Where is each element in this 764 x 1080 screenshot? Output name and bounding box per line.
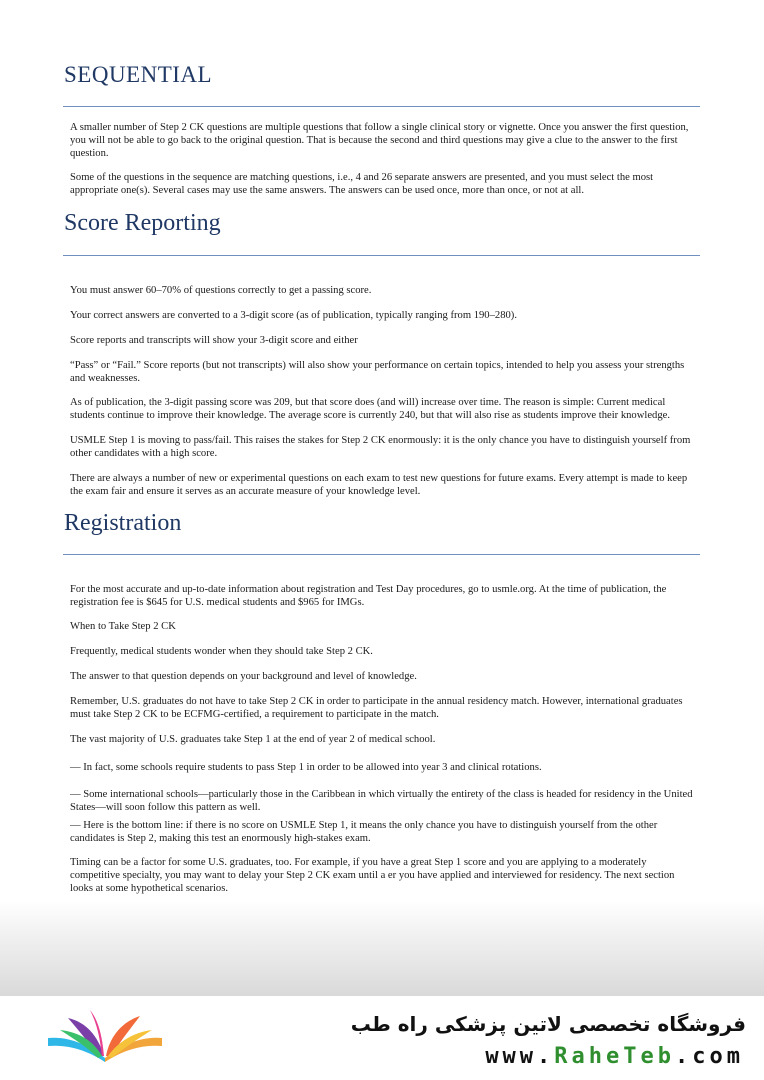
bullet-item: — Here is the bottom line: if there is no score on USMLE Step 1, it means the only chance you have to distinguish yourself from the other candidates is Step 2, making this test an enormously high-stakes exam. — [70, 820, 658, 844]
paragraph: For the most accurate and up-to-date information about registration and Test Day procedures, go to usmle.org. At the time of publication, the registration fee is $645 for U.S. medical students and $965 for IMGs. — [70, 584, 667, 608]
shop-url — [485, 1044, 744, 1069]
paragraph: A smaller number of Step 2 CK questions are multiple questions that follow a single clinical story or vignette. Once you answer the first question, you will not be able to go back to the original question. That is because the second and third questions may give a clue to the answer to the first question. — [70, 122, 689, 159]
paragraph: Score reports and transcripts will show your 3-digit score and either — [70, 335, 358, 346]
bullet-item: — In fact, some schools require students to pass Step 1 in order to be allowed into year 3 and clinical rotations. — [70, 762, 542, 773]
shop-name: فروشگاه تخصصی لاتین پزشکی راه طب — [350, 1012, 746, 1036]
url-suffix: .com — [675, 1044, 744, 1069]
section-divider — [63, 106, 700, 107]
section-heading-sequential: SEQUENTIAL — [64, 62, 213, 87]
paragraph: As of publication, the 3-digit passing score was 209, but that score does (and will) increase over time. The reason is simple: Current medical students continue to improve their knowledge. The average score is currently 240, but that will also rise as students improve their knowledge. — [70, 397, 670, 421]
paragraph: Some of the questions in the sequence are matching questions, i.e., 4 and 26 separate answers are presented, and you must select the most appropriate one(s). Several cases may use the same answers. The answers can be used once, more than once, or not at all. — [70, 172, 654, 196]
page-bottom-shadow — [0, 900, 764, 996]
url-prefix: www. — [485, 1044, 555, 1069]
bullet-item: — Some international schools—particularly those in the Caribbean in which virtually the entirety of the class is headed for residency in the United States—will soon follow this pattern as well. — [70, 789, 693, 813]
paragraph: You must answer 60–70% of questions correctly to get a passing score. — [70, 285, 372, 296]
url-brand: RaheTeb — [554, 1044, 676, 1069]
paragraph: The vast majority of U.S. graduates take Step 1 at the end of year 2 of medical school. — [70, 734, 436, 745]
paragraph: Frequently, medical students wonder when they should take Step 2 CK. — [70, 646, 373, 657]
paragraph: Timing can be a factor for some U.S. graduates, too. For example, if you have a great Step 1 score and you are applying to a moderately competitive specialty, you may want to delay your Step 2 CK exam until a er you have applied and interviewed for residency. The next section looks at some hypothetical scenarios. — [70, 857, 675, 894]
paragraph: Remember, U.S. graduates do not have to take Step 2 CK in order to participate in the annual residency match. However, international graduates must take Step 2 CK to be ECFMG-certified, a requirement to participate in the match. — [70, 696, 683, 720]
paragraph: USMLE Step 1 is moving to pass/fail. This raises the stakes for Step 2 CK enormously: it is the only chance you have to distinguish yourself from other candidates with a high score. — [70, 435, 691, 459]
section-heading-registration: Registration — [64, 510, 182, 536]
footer-banner — [0, 996, 764, 1080]
paragraph: “Pass” or “Fail.” Score reports (but not transcripts) will also show your performance on certain topics, intended to help you assess your strengths and weaknesses. — [70, 360, 685, 384]
section-divider — [63, 255, 700, 256]
paragraph: The answer to that question depends on your background and level of knowledge. — [70, 671, 417, 682]
section-divider — [63, 554, 700, 555]
subheading: When to Take Step 2 CK — [70, 621, 176, 632]
section-heading-score-reporting: Score Reporting — [64, 210, 221, 236]
paragraph: There are always a number of new or experimental questions on each exam to test new questions for future exams. Every attempt is made to keep the exam fair and ensure it serves as an accurate measure of your knowledge level. — [70, 473, 688, 497]
open-book-logo-icon — [40, 1006, 170, 1066]
paragraph: Your correct answers are converted to a 3-digit score (as of publication, typically ranging from 190–280). — [70, 310, 517, 321]
